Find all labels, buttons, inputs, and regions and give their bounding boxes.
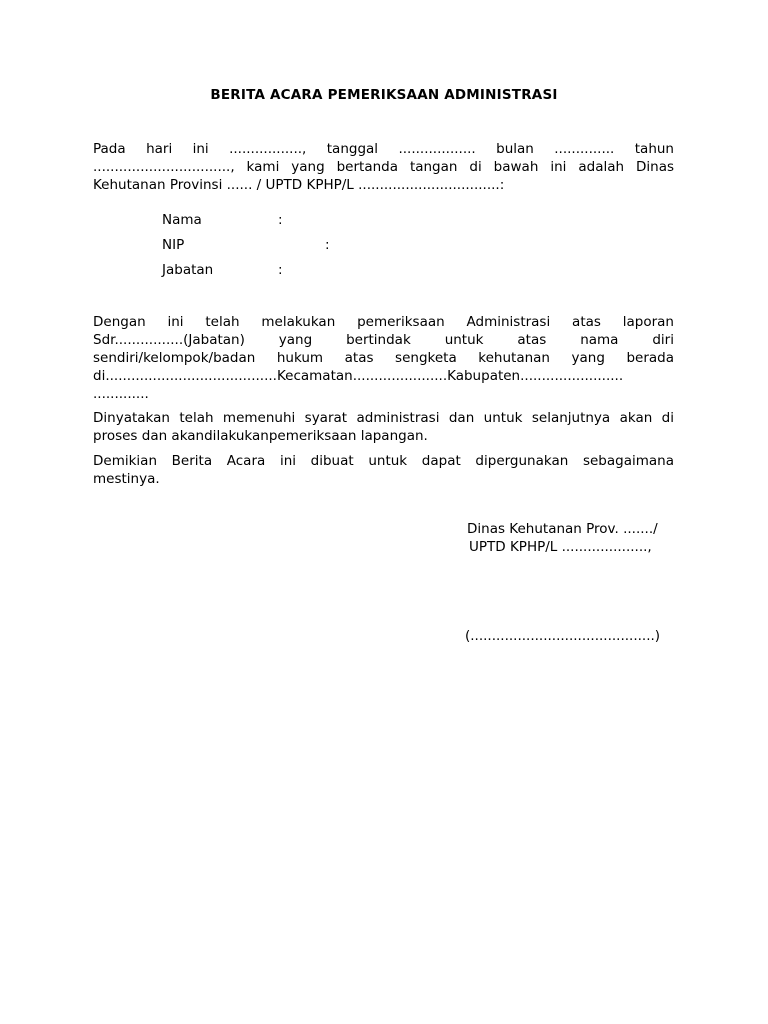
intro-line-1: Pada hari ini ................., tanggal .................. bulan .............. tahun — [93, 141, 674, 157]
field-colon-nip: : — [325, 237, 330, 253]
field-label-nip: NIP — [162, 237, 185, 253]
document-title: BERITA ACARA PEMERIKSAAN ADMINISTRASI — [210, 87, 558, 103]
field-colon-jabatan: : — [278, 262, 283, 278]
statement-line-1: Dinyatakan telah memenuhi syarat administrasi dan untuk selanjutnya akan di — [93, 410, 674, 426]
examination-line-5: ............. — [93, 386, 149, 402]
closing-line-1: Demikian Berita Acara ini dibuat untuk dapat dipergunakan sebagaimana — [93, 453, 674, 469]
closing-line-2: mestinya. — [93, 471, 160, 487]
examination-line-4: di........................................Kecamatan......................Kabupaten........................ — [93, 368, 624, 384]
intro-paragraph — [93, 140, 674, 194]
field-label-nama: Nama — [162, 212, 202, 228]
statement-line-2: proses dan akandilakukanpemeriksaan lapangan. — [93, 428, 428, 444]
examination-line-3: sendiri/kelompok/badan hukum atas sengketa kehutanan yang berada — [93, 350, 674, 366]
examination-line-2: Sdr................(Jabatan) yang bertindak untuk atas nama diri — [93, 332, 674, 348]
signature-office-line-2: UPTD KPHP/L ...................., — [469, 539, 652, 555]
signature-name-placeholder: (...........................................) — [465, 628, 661, 644]
closing-paragraph — [93, 452, 674, 488]
intro-line-3: Kehutanan Provinsi ...... / UPTD KPHP/L .................................: — [93, 177, 505, 193]
examination-line-1: Dengan ini telah melakukan pemeriksaan Administrasi atas laporan — [93, 314, 674, 330]
field-label-jabatan: Jabatan — [162, 262, 214, 278]
field-colon-nama: : — [278, 212, 283, 228]
signature-office-line-1: Dinas Kehutanan Prov. ......./ — [467, 521, 658, 537]
statement-paragraph — [93, 409, 674, 445]
intro-line-2: ................................, kami yang bertanda tangan di bawah ini adalah Dinas — [93, 159, 674, 175]
examination-paragraph — [93, 313, 674, 403]
